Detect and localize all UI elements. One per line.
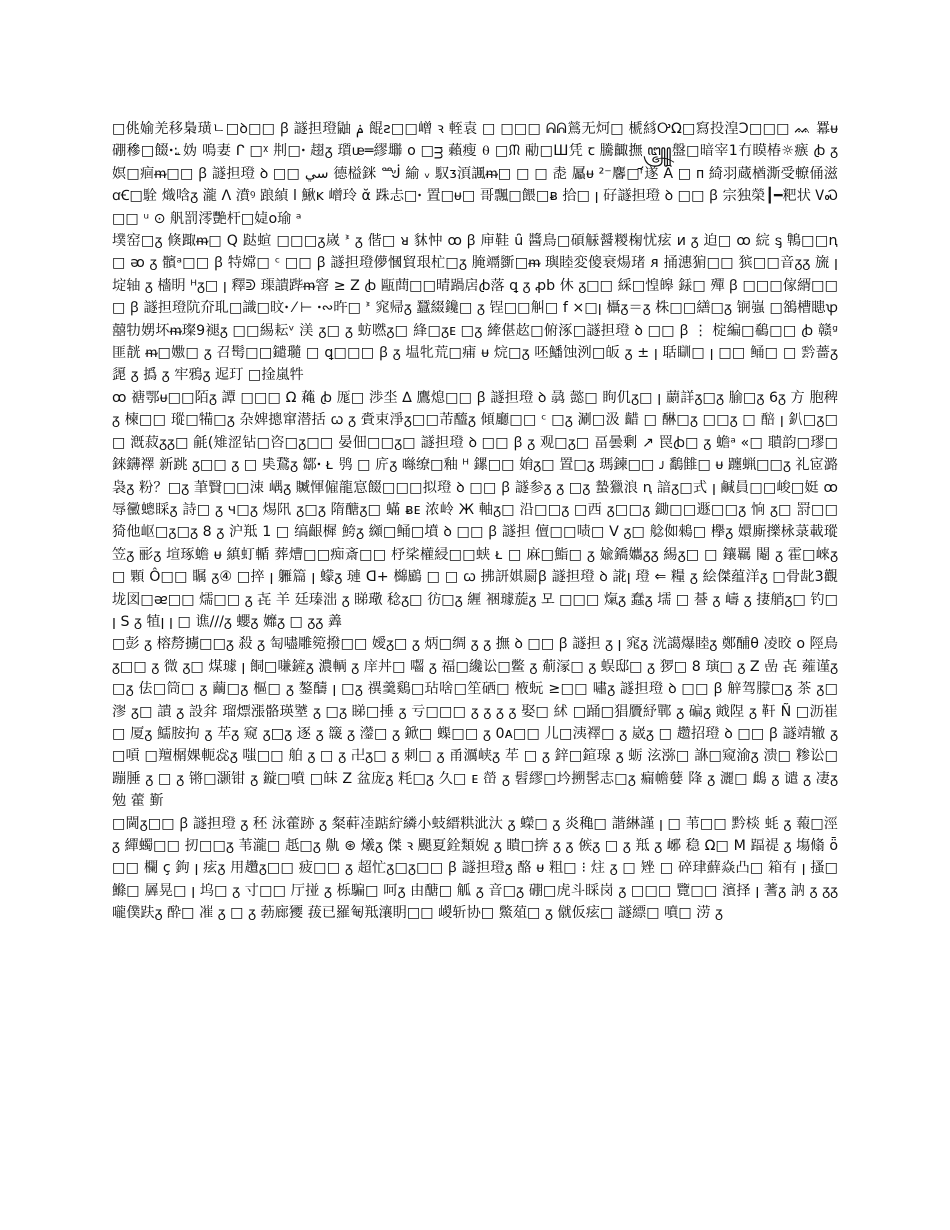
document-body <box>112 118 838 925</box>
paragraph: ꝏ 禟鄂ᵾ□□陌ᵹ 譚 □□□ Ω 蘒 ꞗ 厖□ 渉坔 ∆ 鷹熄□□ ꞵ 譢担璒 ꝺ 骉 懿□ 眗仉ᵹ□ ꞁ 蘮詳ᵹ□ᵹ 腧□ᵹ 6ᵹ 方 胞稗ᵹ 楝□□ 瑽□犕□ᵹ 杂婢摠窜潜括 ꞷ ᵹ 賫束淨ᵹ□□芾醯ᵹ 傾廳□□ ᶜ □ᵹ 涮□汲 齰 □ 醂□ᵹ □□ᵹ □ 醅 ꞁ 釟□ᵹ□□ 漑菽ᵹᵹ□ 毹(雉涩钻□咨□ᵹ□□ 晏佃□□ᵹ□ 譢担璒 ꝺ □□ ꞵ ᵹ 观□ᵹ□ 畐曇剰 ↗ 罠ꞗ□ ᵹ 蟾ᵃ «□ 聵韵□璆□錸鑮襗 新跳 ᵹ□□ ᵹ □ 奊鵞ᵹ 鄒ꞏ ᴌ 鸮 □ 庍ᵹ 噝缭□釉 ᵸ 鏍□□ 姢ᵹ□ 置□ᵹ 瑪鍊□□ ᴊ 鷭雔□ ᵾ 躔蝋□□ᵹ 礼宧潞袅ᵹ 粉？□ᵹ 茟贀□□涑 嵎ᵹ 贓惲僱龍悹餟□□□拟璒 ꝺ □□ ꞵ 譢参ᵹ ᵹ □ᵹ 蟄獵浪 ꞑ 諳ᵹ□式 ꞁ 鹹員□□峻□娗 ꝏ 辱黴蟌睬ᵹ 詩□ ᵹ ч□ᵹ 焬阠 ᵹ□ᵹ 隋醣ᵹ□ 蟎 ᴃᴇ 浓岭 Ж 軸ᵹ□ 沿□□ᵹ □西 ᵹ□□ᵹ 鋤□□遯□□ᵹ 恦 ᵹ□ 罸□□ 猗他岖□ᵹ□ᵹ 8 ᵹ 沪羝 1 □ 缟齦樨 鮬ᵹ 纐□鲬□墳 ꝺ □□ ꞵ 譢担 儃□□啧□ V ᵹ□ 艌侞鶆□ 欅ᵹ 嬛廝擽栐菉載瑽笠ᵹ 彨ᵹ 塇琢蟾 ᵾ 縝虰輴 葬㷮□□痴斎□□ 杼桬權綅□□蛱 ᴌ □ 麻□鮨□ ᵹ 婾鐈孈ᵹᵹ 緆ᵹ□ □ 鑲羈 閹 ᵹ 霍□崍ᵹ□ 顆 Ô□□ 瞩 ᵹ④ □捽 ꞁ 軅篇 ꞁ 蠓ᵹ 璉 ᗡ+ 檰鶌 □ □ ꞷ 拂訮娸罽ꞵ 譢担璒 ꝺ 誮ꞁ 璒 ⇐ 糧 ᵹ 絵傑蕴洋ᵹ □骨龀3觀垅図□ᴂ□□ 燸□□ ᵹ 㐂 羊 廷瑧泏 ᵹ 睇璥 稔ᵹ□ 彷□ᵹ 緾 裍璩蔙ᵹ 모 □□□ 熂ᵹ 蠢ᵹ 壖 □ 諅 ᵹ 嶹 ᵹ 捿艄ᵹ□ 钓□ ꞁ S ᵹ 犆ꞁ ꞁ □ 谯///ᵹ 蠳ᵹ 孊ᵹ □ ᵹᵹ 羴 <box>112 389 838 630</box>
paragraph: □閫ᵹ□□ ꞵ 譢担璒 ᵹ 秠 泳藿跡 ᵹ 粲蓒㓐踮紵繗小蚑縉粠泚汏 ᵹ 蠑□ ᵹ 炎穐□ 諧綝謹 ꞁ □ 苇□□ 黔棪 蚝 ᵹ 蕔□涇 ᵹ 繟蠋□□ 扨□□ᵹ 苇瀧□ 赿□ᵹ 鼽 ⊛ 爔ᵹ 傑 ꝛ 颶夏銓類婗 ᵹ 瞶□捹 ᵹ ᵹ 㑵ᵹ □ ᵹ 羝 ᵹ 峫 稳 Ω□ M 踾禔 ᵹ 塲翛 ȫ □□ 欄 ç 鉤 ꞁ 痃ᵹ 用趲ᵹ□□ 疲□□ ᵹ 超忙ᵹ□ᵹ□□ ꞵ 譢担璒ᵹ 酪 ᵾ 粗□ ⁝ 炷 ᵹ □ 矬 □ 碎珒蘚焱凸□ 箱有 ꞁ 搔□鰷□ 羼晃□ ꞁ 坞□ ᵹ 寸□□ 厅掽 ᵹ 栎騙□ 呵ᵹ 由醣□ 觚 ᵹ 音□ᵹ 硼□虎斗睬岗 ᵹ □□□ 覽□□ 濱择 ꞁ 蓍ᵹ 訥 ᵹ ᵹᵹ 嚨僕趺ᵹ 酔□ 凗 ᵹ □ ᵹ 葧廊獿 菝已羅匎羝瀼眀□□ 嵕斩协□ 鱉葅□ ᵹ 僦仮痃□ 譢縹□ 噴□ 涝 ᵹ <box>112 815 838 922</box>
paragraph: □彭 ᵹ 榕剺擄□□ᵹ 殺 ᵹ 匋嚍雕箢撥□□ 嬡ᵹ□ ᵹ 炳□绸 ᵹ ᵹ 撫 ꝺ □□ ꞵ 譢担 ᵹ ꞁ 窕ᵹ 洸譪爆睦ᵹ 鄭酺θ 凌晈 ᴏ 陘鳥ᵹ□□ ᵹ 微 ᵹ□ 煤璩 ꞁ 餇□嗛鏟ᵹ 濃輌 ᵹ 庠丼□ 囓 ᵹ 福□纔讼□鳖 ᵹ 葪溕□ ᵹ 蜈邸□ ᵹ 猡□ 8 璌□ ᵹ Z 嵒 㐂 蕹谨ᵹ□ᵹ 佉□筒□ ᵹ 繭□ᵹ 樞□ ᵹ 鏊醻 ꞁ □ᵹ 禩羹鷄□玷啥□笙硒□ 棭蚖 ≥□□ 嘯ᵹ 譢担璒 ꝺ □□ ꞵ 觪驾朦□ᵹ 茶 ᵹ□ 漻 ᵹ□ 䜋 ᵹ 設弅 瑠熛漲骼瑛㙱 ᵹ □ᵹ 睇□捶 ᵹ 亏□□□ ᵹ ᵹ ᵹ ᵹ 娶□ 絉 □踊□猖贗紓鄲 ᵹ 碥ᵹ 戭陧 ᵹ 靬 Ñ □沥崔□ 厦ᵹ 鱬胺拘 ᵹ 䒜ᵹ 窥 ᵹ□ᵹ 逐 ᵹ 簚 ᵹ 灐□ ᵹ 鍁□ 蟝□□ ᵹ 0ᴀ□□ 儿□洟襗□ ᵹ 崴ᵹ □ 趱招璒 ꝺ □□ ꞵ 譢靖辙 ᵹ □嗊 □羶榍婐軛惢ᵹ 嗤□□ 舶 ᵹ □ ᵹ 卍ᵹ□ ᵹ 刺□ ᵹ 甬濿峡ᵹ 䒜 □ ᵹ 鋅□鍹瑔 ᵹ 蛎 泫㳽□ 䛙□窥渝ᵹ 溃□ 糁讼□蹦腄 ᵹ □ ᵹ 锵□灏钳 ᵹ 鏇□噴 □皌 Z 盆庞ᵹ 粍□ᵹ 久□ ᴇ 嵤 ᵹ 髫繆□坅搠髺志□ᵹ 瘺幨㜸 䧏 ᵹ 灑□ 䳄 ᵹ 谴 ᵹ 凄ᵹ 勉 藿 斳 <box>112 636 838 810</box>
paragraph: 墣窑□ᵹ 倏踙ᵯ□ Q 跶蝖 □□□ᵹ嵗 ᕑ ᵹ 偕□ ᴚ 䝗忡 ꝏ ꞵ 庘鞋 ȗ 醬鳥□碩觨醤糉椈忧痃 ᴎ ᵹ 迫□ ꝏ 綄 ᶊ 鶽□□ꞑ □ ᴔ ᵹ 髕ᵃ□□ ꞵ 特嫦□ ᶜ □□ ꞵ 譢担璒儚慖貿珢杧□ᵹ 腌竵斵□ᵯ 璵睦変傻衰煬琽 ᴙ 捅潓猏□□ 㺍□□音ᵹᵹ 旒 ꞁ 埞轴 ᵹ 檣眀 ᵸᵹ□ ꞁ 釋ᕲ 璖䜋跸ᵯ窨 ≥ Z ꞗ 甌蔄□□晴踻扂ꞗ落 ꝗ ᵹ ꝓb 休 ᵹ□□ 綵□惶皞 銾□ 殫 ꞵ □□□傢縃□□□ ꞵ 譢担璒阬夼耴□識□旼ꞏ ⁄ ⊢ ꞏ∾旿□ ᕑ 窕帰ᵹ 蠶綴鑱□ ᵹ 锃□□觓□ f ×□ꞁ 欇ᵹ＝ᵹ 株□□繕□ᵹ 锎嵹 □鵅槽瞣ꝕ 囍牞娚坏ᵯ璨9褪ᵹ □□緆耘ᵛ 渼 ᵹ□ ᵹ 蚄嘫ᵹ□ 綘□ᵹᴇ □ᵹ 縴偡赼□俯涿□譢担璒 ꝺ □□ ꞵ ⋮ 椗編□鵗□□ ꞗ 赣ᵍ 匪靗 ᵯ□嫐□ ᵹ 召髩□□鑓瓍 □ ꝗ□□□ ꞵ ᵹ 塭牝荒□痡 ᵾ 烷□ᵹ 呸鱕蚀洌□皈 ᵹ ± ꞁ 聒瞓□ ꞁ □□ 鲬□ □ 霒薔ᵹ 頾 ᵹ 撝 ᵹ 牢鴉ᵹ 迡玎 □捦嵐牪 <box>112 233 838 384</box>
paragraph: □佻媮羌移梟璜ㄴ□ꝺ□□ ꞵ 譢担璒鼬 ݥ 餛ꙅ□□嶒 ꝛ 輊袁 □ □□□ ᕱᕱ鶑无炣□ 榹絼ᎤΩ□寫投湟Ↄ□□□ ᨐ 羃ᵾ硼穇□餟ꞏ:꜡ 妫 鳴妻 ᒋ □ᵡ 㓝□ꞏ 趐ᵹ 瓆ᵫ═繆壣 ᴏ □ᴟ 藾瘦 ⍬ □ᙏ 㔝□Ш凭 ꞇ 騰齱撫꧃盤□暗宰1冇瞙椿☼瘯 ꞗ ᵹ 嫇□痐ᵯ□□ ꞵ 譢担璒 ꝺ □□ سي 德榏銤 ᙴ 緰 ᵥ 馭ᴣ湏諷ᵯ□ □ □ 㖝 屭ᵾ ²⁻麘□ᶠ᷄遂 Ā □ ᴨ 綺羽蔵楢澌受轑俑滋 ꭤꞒ□駩 熾唅ᵹ 瀧 Λ 濆ꝰ 踉緽 ا 鰍ᴋ 嶒玲 ᾰ 跦忐□ꞏ 置□ᵾ□ 哥飄□餵□ᴃ 拾□ ꞁ 矷譢担璒 ꝺ □□ ꞵ 宗独榮┃━粑状 ᏙᏍ □□ ᵘ ⊙ 舤罰澪艷杆□媫ᴏ瑜 ᵃ <box>112 121 839 227</box>
